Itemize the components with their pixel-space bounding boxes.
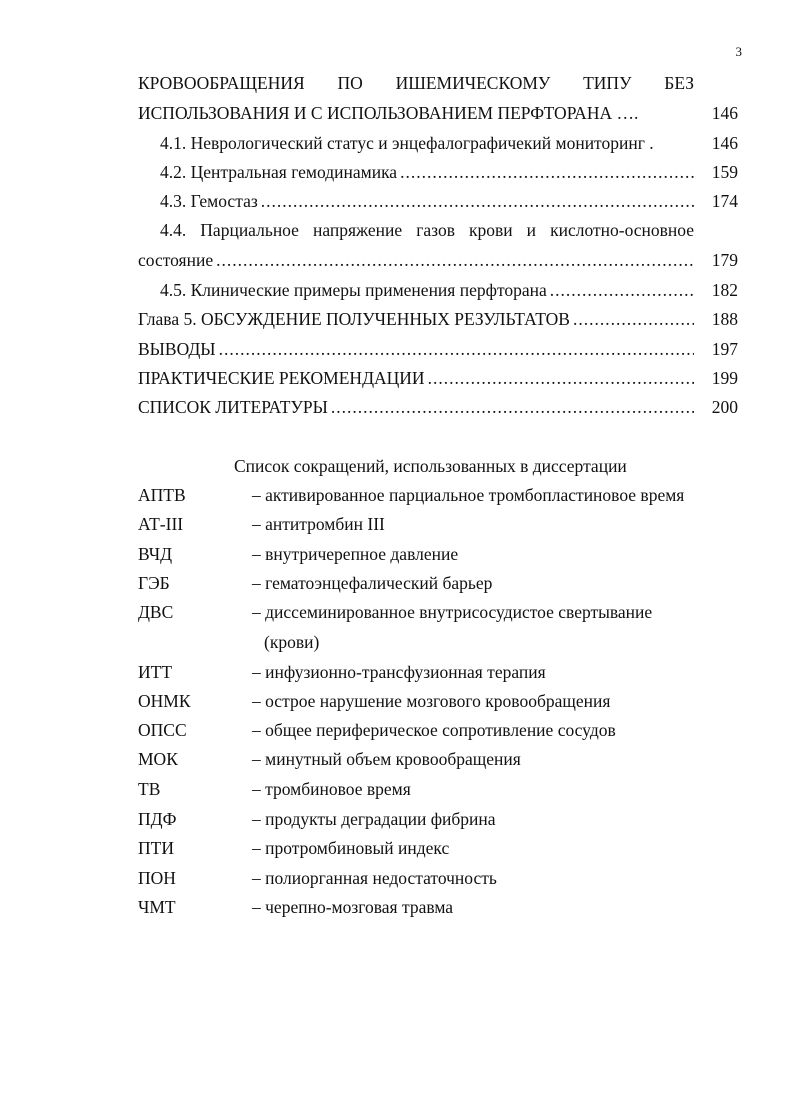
toc-section-4-3-page: 174: [711, 191, 738, 211]
abbreviation-definition: – острое нарушение мозгового кровообращения: [252, 691, 611, 711]
toc-section-4-2: [160, 161, 694, 183]
toc-chapter4-title-line1: КРОВООБРАЩЕНИЯ ПО ИШЕМИЧЕСКОМУ ТИПУ БЕЗ: [138, 73, 694, 93]
abbreviation-term: ИТТ: [138, 662, 173, 682]
toc-section-4-3-label: 4.3. Гемостаз: [160, 191, 258, 211]
toc-chapter4-page: 146: [711, 103, 738, 123]
abbreviation-term: ДВС: [138, 602, 174, 622]
abbreviation-term: ЧМТ: [138, 897, 176, 917]
toc-conclusions-label: ВЫВОДЫ: [138, 339, 216, 359]
abbreviation-definition: – черепно-мозговая травма: [252, 897, 454, 917]
abbreviation-term: АТ-III: [138, 514, 184, 534]
toc-references-page: 200: [711, 397, 738, 417]
leader-dots: [216, 338, 694, 360]
toc-section-4-2-label: 4.2. Центральная гемодинамика: [160, 162, 398, 182]
abbreviation-term: ОНМК: [138, 691, 191, 711]
toc-chapter5: [138, 308, 694, 330]
toc-section-4-4-label: состояние: [138, 250, 214, 270]
abbreviation-term: ОПСС: [138, 720, 187, 740]
leader-dots: [547, 279, 694, 301]
toc-section-4-3: [160, 190, 694, 212]
toc-section-4-4-line1: 4.4. Парциальное напряжение газов крови и кислотно-основное: [160, 220, 694, 240]
abbreviation-term: ГЭБ: [138, 573, 170, 593]
toc-section-4-5-page: 182: [711, 280, 738, 300]
abbreviation-definition: – диссеминированное внутрисосудистое свертывание: [252, 602, 653, 622]
abbreviation-definition: – инфузионно-трансфузионная терапия: [252, 662, 546, 682]
toc-conclusions-page: 197: [711, 339, 738, 359]
abbreviation-definition: – гематоэнцефалический барьер: [252, 573, 493, 593]
leader-dots: [397, 161, 694, 183]
toc-conclusions: [138, 338, 694, 360]
abbreviation-definition: – тромбиновое время: [252, 779, 411, 799]
toc-section-4-4-line2: [138, 249, 694, 271]
toc-chapter4-title-line2: ИСПОЛЬЗОВАНИЯ И С ИСПОЛЬЗОВАНИЕМ ПЕРФТОРАНА ….: [138, 103, 639, 123]
leader-dots: [425, 367, 694, 389]
toc-section-4-5-label: 4.5. Клинические примеры применения перфторана: [160, 280, 547, 300]
abbreviation-definition: – протромбиновый индекс: [252, 838, 450, 858]
abbreviation-definition-continuation: (крови): [264, 632, 320, 652]
toc-section-4-4-page: 179: [711, 250, 738, 270]
abbreviation-term: АПТВ: [138, 485, 186, 505]
leader-dots: [570, 308, 694, 330]
abbreviation-term: ПОН: [138, 868, 176, 888]
abbreviation-definition: – общее периферическое сопротивление сосудов: [252, 720, 616, 740]
abbreviation-definition: – полиорганная недостаточность: [252, 868, 497, 888]
abbreviation-term: ТВ: [138, 779, 161, 799]
abbreviation-definition: – продукты деградации фибрина: [252, 809, 496, 829]
abbreviation-term: ПТИ: [138, 838, 174, 858]
abbreviation-definition: – минутный объем кровообращения: [252, 749, 521, 769]
leader-dots: [328, 396, 694, 418]
abbreviation-term: ВЧД: [138, 544, 173, 564]
toc-section-4-5: [160, 279, 694, 301]
abbreviation-term: МОК: [138, 749, 178, 769]
toc-chapter5-label: Глава 5. ОБСУЖДЕНИЕ ПОЛУЧЕННЫХ РЕЗУЛЬТАТОВ: [138, 309, 570, 329]
abbreviation-definition: – внутричерепное давление: [252, 544, 459, 564]
toc-section-4-1-page: 146: [711, 133, 738, 153]
toc-references-label: СПИСОК ЛИТЕРАТУРЫ: [138, 397, 328, 417]
toc-recommendations-page: 199: [711, 368, 738, 388]
abbreviation-definition: – антитромбин III: [252, 514, 385, 534]
abbreviation-term: ПДФ: [138, 809, 177, 829]
leader-dots: [213, 249, 694, 271]
page-number: 3: [735, 44, 742, 59]
toc-recommendations: [138, 367, 694, 389]
abbreviation-definition: – активированное парциальное тромбопластиновое время: [252, 485, 685, 505]
toc-section-4-2-page: 159: [711, 162, 738, 182]
toc-section-4-1: 4.1. Неврологический статус и энцефалографичекий мониторинг .: [160, 133, 654, 153]
toc-references: [138, 396, 694, 418]
toc-chapter5-page: 188: [711, 309, 738, 329]
abbreviations-title: Список сокращений, использованных в диссертации: [234, 456, 627, 476]
leader-dots: [258, 190, 694, 212]
toc-recommendations-label: ПРАКТИЧЕСКИЕ РЕКОМЕНДАЦИИ: [138, 368, 425, 388]
